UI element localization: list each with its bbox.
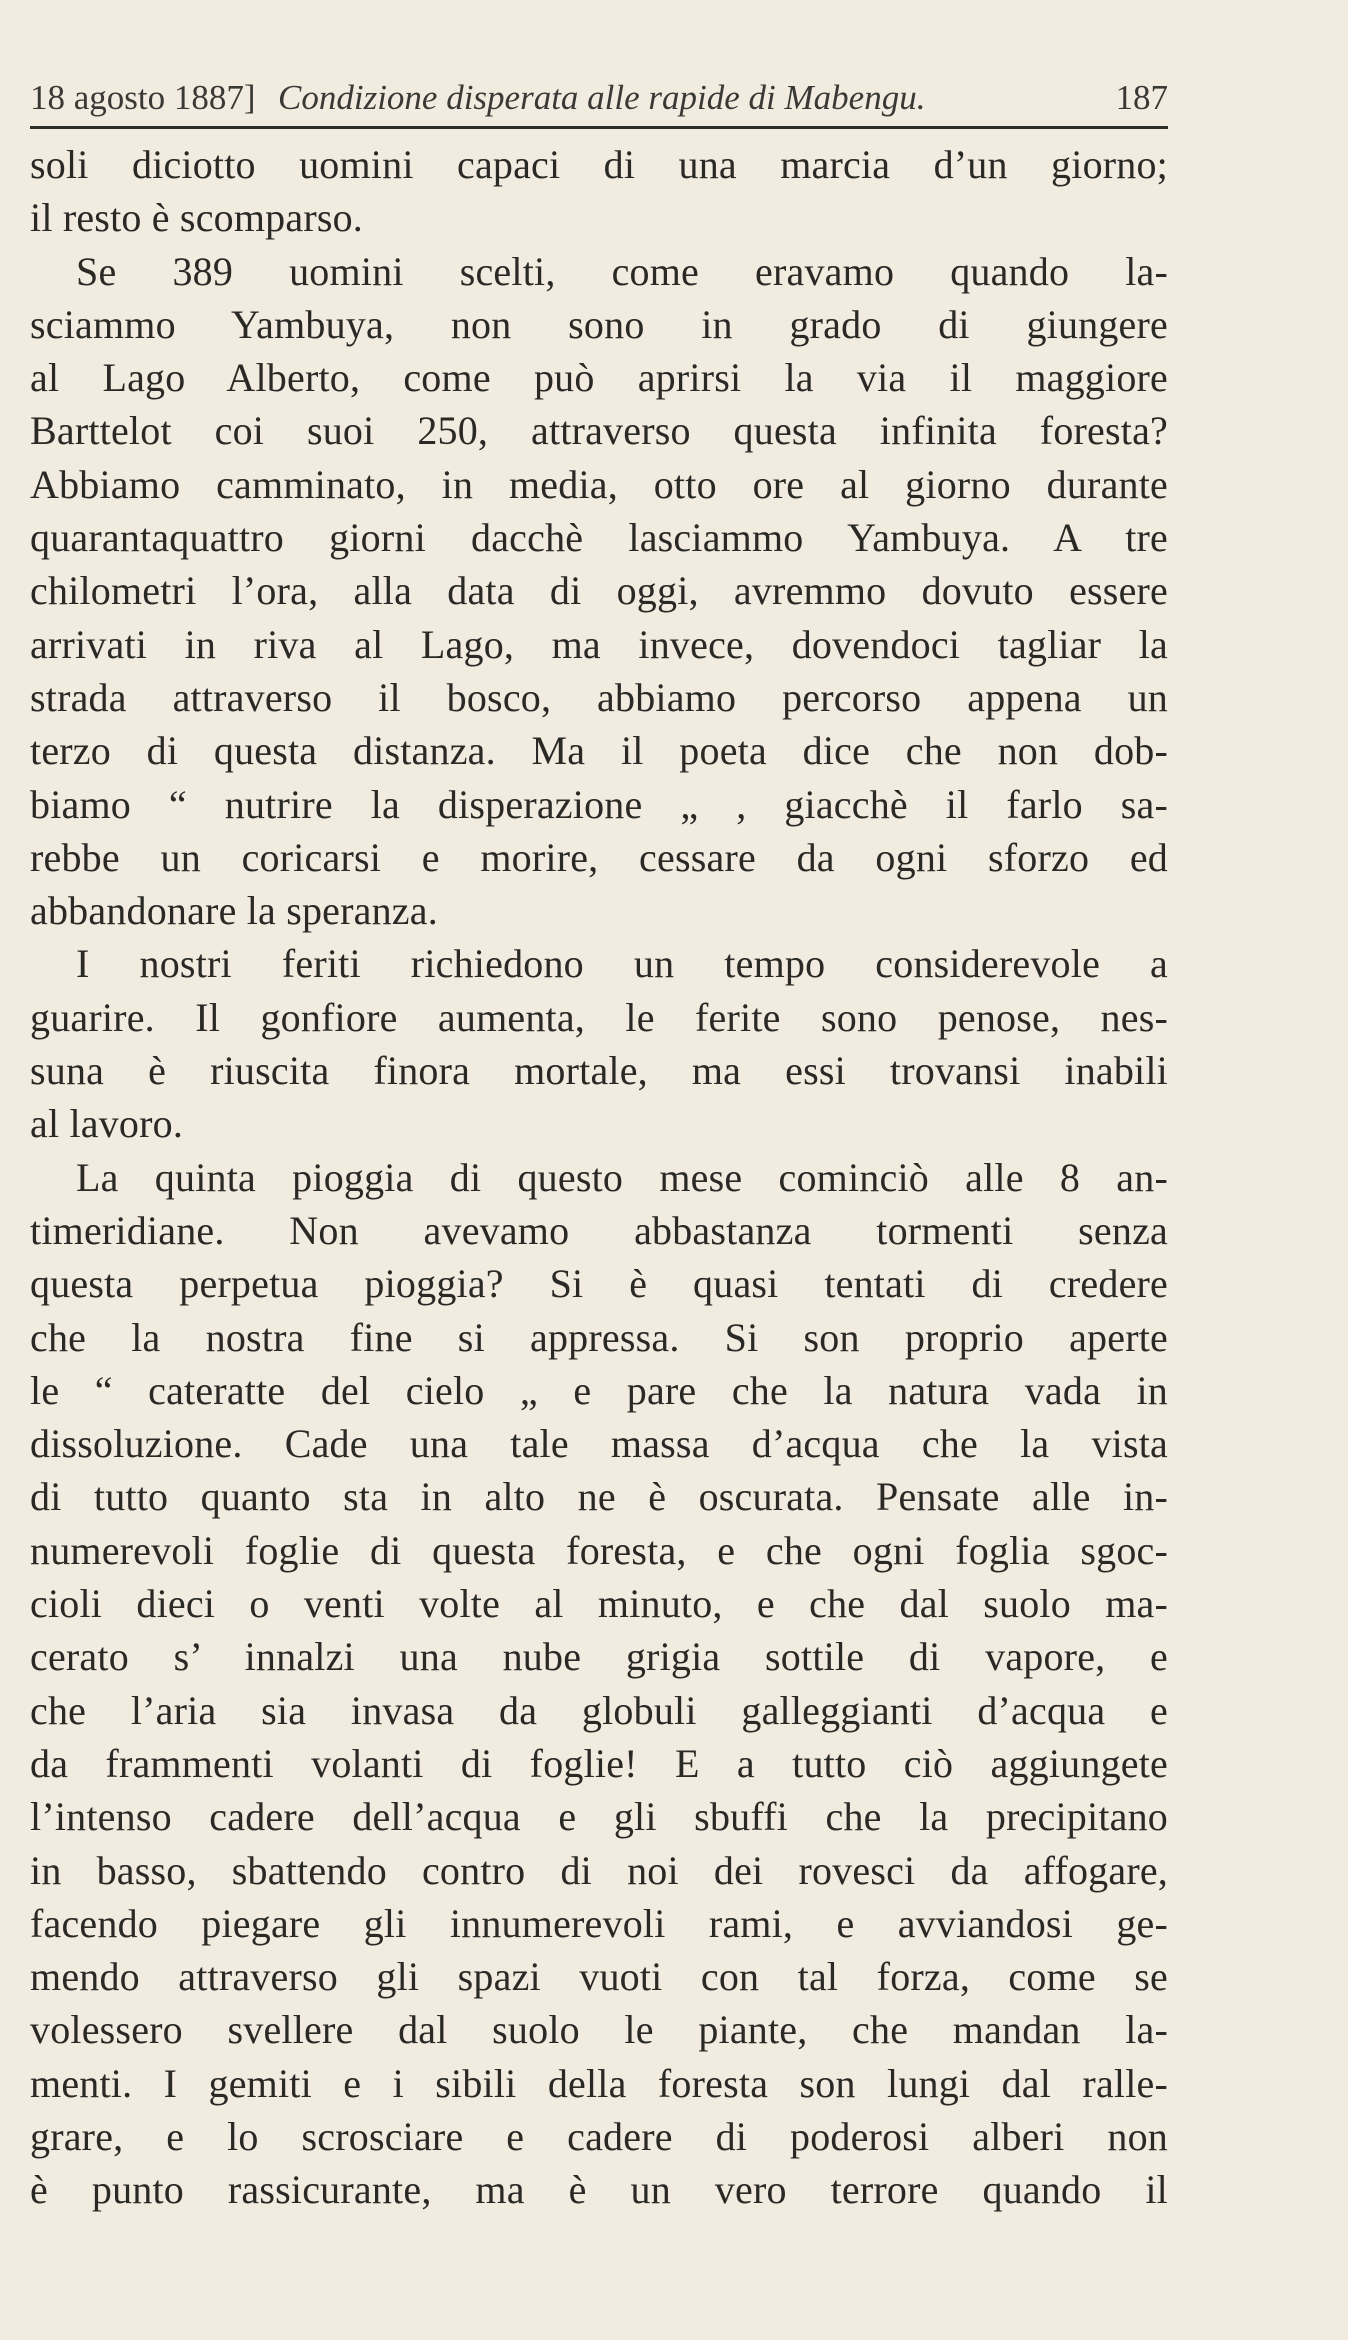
text-line: menti. I gemiti e i sibili della foresta son lungi dal ralle-: [30, 2060, 1168, 2106]
text-line: che la nostra fine si appressa. Si son proprio aperte: [30, 1314, 1168, 1360]
text-line: Barttelot coi suoi 250, attraverso questa infinita foresta?: [30, 408, 1168, 454]
text-line: chilometri l’ora, alla data di oggi, avremmo dovuto essere: [30, 568, 1168, 614]
text-line: terzo di questa distanza. Ma il poeta dice che non dob-: [30, 728, 1168, 774]
text-line: cerato s’ innalzi una nube grigia sottile di vapore, e: [30, 1634, 1168, 1680]
text-line: I nostri feriti richiedono un tempo considerevole a: [76, 941, 1168, 987]
text-line: numerevoli foglie di questa foresta, e che ogni foglia sgoc-: [30, 1527, 1168, 1573]
text-line: Abbiamo camminato, in media, otto ore al giorno durante: [30, 461, 1168, 507]
running-header: [30, 72, 1168, 124]
text-line: arrivati in riva al Lago, ma invece, dovendoci tagliar la: [30, 621, 1168, 667]
text-line: cioli dieci o venti volte al minuto, e che dal suolo ma-: [30, 1581, 1168, 1627]
header-chapter-title: Condizione disperata alle rapide di Mabengu.: [278, 78, 926, 117]
header-rule: [30, 126, 1168, 129]
text-line: Se 389 uomini scelti, come eravamo quando la-: [76, 248, 1168, 294]
text-line: soli diciotto uomini capaci di una marcia d’un giorno;: [30, 142, 1168, 187]
text-line: dissoluzione. Cade una tale massa d’acqua che la vista: [30, 1421, 1168, 1467]
header-date: 18 agosto 1887]: [30, 78, 256, 117]
text-line: abbandonare la speranza.: [30, 888, 438, 934]
text-line: le “ cateratte del cielo „ e pare che la natura vada in: [30, 1367, 1168, 1413]
text-line: di tutto quanto sta in alto ne è oscurata. Pensate alle in-: [30, 1474, 1168, 1520]
page-number: 187: [1115, 78, 1168, 117]
text-line: che l’aria sia invasa da globuli galleggianti d’acqua e: [30, 1687, 1168, 1733]
text-line: mendo attraverso gli spazi vuoti con tal forza, come se: [30, 1954, 1168, 2000]
text-line: facendo piegare gli innumerevoli rami, e avviandosi ge-: [30, 1900, 1168, 1946]
text-line: suna è riuscita finora mortale, ma essi trovansi inabili: [30, 1048, 1168, 1094]
text-line: al lavoro.: [30, 1101, 184, 1147]
text-line: in basso, sbattendo contro di noi dei rovesci da affogare,: [30, 1847, 1168, 1893]
text-line: volessero svellere dal suolo le piante, che mandan la-: [30, 2007, 1168, 2053]
text-line: da frammenti volanti di foglie! E a tutto ciò aggiungete: [30, 1740, 1168, 1786]
body-text: [30, 138, 1168, 2217]
text-line: biamo “ nutrire la disperazione „ , giacchè il farlo sa-: [30, 781, 1168, 827]
text-line: La quinta pioggia di questo mese cominciò alle 8 an-: [76, 1154, 1168, 1200]
text-line: è punto rassicurante, ma è un vero terrore quando il: [30, 2167, 1168, 2213]
text-line: rebbe un coricarsi e morire, cessare da ogni sforzo ed: [30, 834, 1168, 880]
text-line: strada attraverso il bosco, abbiamo percorso appena un: [30, 674, 1168, 720]
text-line: quarantaquattro giorni dacchè lasciammo Yambuya. A tre: [30, 515, 1168, 561]
text-line: timeridiane. Non avevamo abbastanza tormenti senza: [30, 1207, 1168, 1253]
text-line: guarire. Il gonfiore aumenta, le ferite sono penose, nes-: [30, 994, 1168, 1040]
text-line: questa perpetua pioggia? Si è quasi tentati di credere: [30, 1261, 1168, 1307]
text-line: grare, e lo scrosciare e cadere di poderosi alberi non: [30, 2113, 1168, 2159]
text-line: il resto è scomparso.: [30, 195, 364, 241]
text-line: sciammo Yambuya, non sono in grado di giungere: [30, 301, 1168, 347]
text-line: l’intenso cadere dell’acqua e gli sbuffi che la precipitano: [30, 1794, 1168, 1840]
text-line: al Lago Alberto, come può aprirsi la via il maggiore: [30, 355, 1168, 401]
